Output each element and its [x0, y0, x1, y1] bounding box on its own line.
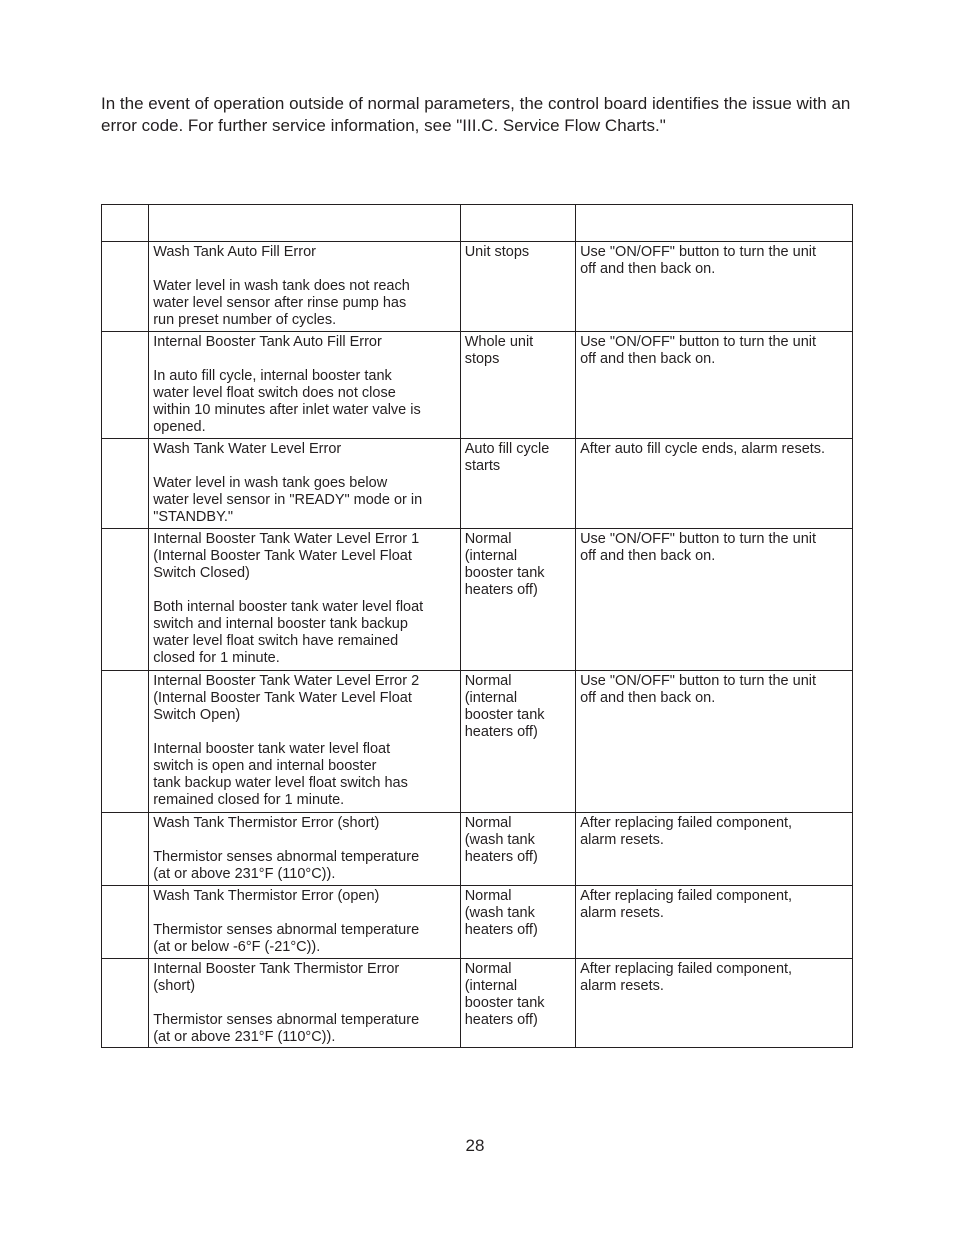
problem-cell	[149, 529, 461, 671]
error-title: Internal Booster Tank Thermistor Error (short)	[153, 961, 400, 994]
result-text: Normal (internal booster tank heaters off)	[464, 673, 545, 740]
error-description: Thermistor senses abnormal temperature (at or above 231°F (110°C)).	[153, 849, 420, 882]
action-text: Use "ON/OFF" button to turn the unit off and then back on.	[580, 334, 817, 367]
table-row	[102, 813, 853, 886]
action-cell	[576, 959, 853, 1048]
result-text: Normal (internal booster tank heaters off)	[464, 531, 545, 598]
error-description: Both internal booster tank water level float switch and internal booster tank backup water level float switch have remained closed for 1 minute.	[153, 599, 424, 666]
action-cell	[576, 332, 853, 439]
problem-cell	[149, 813, 461, 886]
error-title: Internal Booster Tank Water Level Error 1 (Internal Booster Tank Water Level Float Switch Closed)	[153, 531, 420, 581]
error-description: Water level in wash tank goes below water level sensor in "READY" mode or in "STANDBY."	[153, 475, 423, 525]
action-text: After replacing failed component, alarm resets.	[580, 888, 793, 921]
result-text: Whole unit stops	[464, 334, 534, 367]
action-text: After replacing failed component, alarm resets.	[580, 961, 793, 994]
result-cell	[460, 886, 575, 959]
result-cell	[460, 959, 575, 1048]
action-text: Use "ON/OFF" button to turn the unit off and then back on.	[580, 673, 817, 706]
action-text: Use "ON/OFF" button to turn the unit off and then back on.	[580, 244, 817, 277]
error-title: Wash Tank Thermistor Error (open)	[153, 888, 380, 904]
table-row	[102, 529, 853, 671]
header-action	[576, 205, 853, 242]
problem-cell	[149, 332, 461, 439]
error-description: Water level in wash tank does not reach water level sensor after rinse pump has run preset number of cycles.	[153, 278, 410, 328]
table-row	[102, 242, 853, 332]
table-row	[102, 671, 853, 813]
code-cell	[102, 332, 149, 439]
result-cell	[460, 332, 575, 439]
problem-cell	[149, 439, 461, 529]
result-cell	[460, 813, 575, 886]
result-text: Normal (internal booster tank heaters off)	[464, 961, 545, 1028]
table-row	[102, 959, 853, 1048]
problem-cell	[149, 242, 461, 332]
action-cell	[576, 529, 853, 671]
result-text: Unit stops	[464, 244, 530, 260]
action-cell	[576, 886, 853, 959]
result-text: Normal (wash tank heaters off)	[464, 815, 538, 865]
result-cell	[460, 439, 575, 529]
code-cell	[102, 529, 149, 671]
error-description: In auto fill cycle, internal booster tank water level float switch does not close within 10 minutes after inlet water valve is opened.	[153, 368, 421, 435]
problem-cell	[149, 671, 461, 813]
code-cell	[102, 439, 149, 529]
error-title: Internal Booster Tank Water Level Error 2 (Internal Booster Tank Water Level Float Switch Open)	[153, 673, 420, 723]
action-cell	[576, 671, 853, 813]
action-cell	[576, 242, 853, 332]
error-title: Internal Booster Tank Auto Fill Error	[153, 334, 382, 350]
intro-paragraph: In the event of operation outside of normal parameters, the control board identifies the issue with an error code. For further service information, see "III.C. Service Flow Charts."	[101, 94, 851, 135]
result-cell	[460, 671, 575, 813]
code-cell	[102, 886, 149, 959]
page-number: 28	[465, 1136, 485, 1155]
action-text: Use "ON/OFF" button to turn the unit off and then back on.	[580, 531, 817, 564]
header-result	[460, 205, 575, 242]
problem-cell	[149, 959, 461, 1048]
header-problem	[149, 205, 461, 242]
result-text: Auto fill cycle starts	[464, 441, 550, 474]
code-cell	[102, 959, 149, 1048]
action-cell	[576, 813, 853, 886]
code-cell	[102, 242, 149, 332]
result-cell	[460, 242, 575, 332]
action-text: After auto fill cycle ends, alarm resets.	[580, 441, 826, 457]
header-code	[102, 205, 149, 242]
action-cell	[576, 439, 853, 529]
error-description: Thermistor senses abnormal temperature (at or above 231°F (110°C)).	[153, 1012, 420, 1045]
result-cell	[460, 529, 575, 671]
error-title: Wash Tank Thermistor Error (short)	[153, 815, 380, 831]
result-text: Normal (wash tank heaters off)	[464, 888, 538, 938]
table-row	[102, 439, 853, 529]
action-text: After replacing failed component, alarm resets.	[580, 815, 793, 848]
error-title: Wash Tank Water Level Error	[153, 441, 342, 457]
error-title: Wash Tank Auto Fill Error	[153, 244, 316, 260]
problem-cell	[149, 886, 461, 959]
error-description: Thermistor senses abnormal temperature (at or below -6°F (-21°C)).	[153, 922, 420, 955]
table-header-row	[102, 205, 853, 242]
error-code-table	[101, 204, 853, 1048]
table-row	[102, 332, 853, 439]
error-description: Internal booster tank water level float switch is open and internal booster tank backup water level float switch has remained closed for 1 minute.	[153, 741, 408, 808]
code-cell	[102, 671, 149, 813]
code-cell	[102, 813, 149, 886]
table-row	[102, 886, 853, 959]
